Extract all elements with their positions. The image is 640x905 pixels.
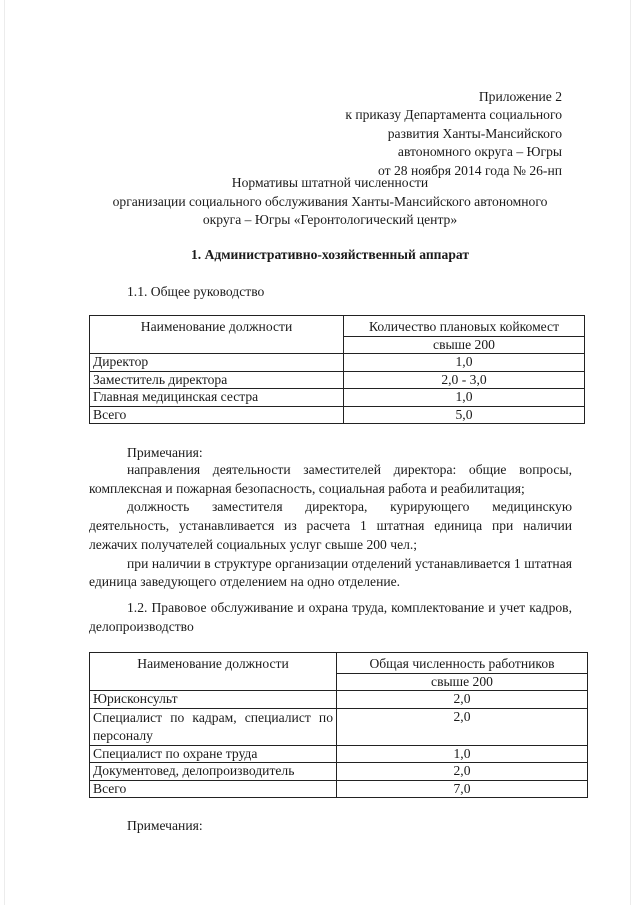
document-title: [60, 174, 600, 230]
note-paragraph: при наличии в структуре организации отделений устанавливается 1 штатная единица заведующего отделением на одно отделение.: [89, 555, 572, 590]
table-row: [90, 708, 588, 745]
notes-block: [89, 461, 572, 592]
appendix-line: от 28 ноября 2014 года № 26-нп: [378, 162, 562, 178]
position-name: Всего: [90, 780, 337, 797]
position-count: 1,0: [344, 354, 585, 371]
subsection-heading: 1.1. Общее руководство: [127, 284, 265, 299]
scan-edge-right: [630, 0, 631, 905]
col-header-position: Наименование должности: [90, 316, 344, 354]
appendix-line: к приказу Департамента социального: [345, 107, 562, 123]
subsection-heading: 1.2. Правовое обслуживание и охрана труда, комплектование и учет кадров, делопроизводство: [89, 600, 572, 634]
position-count: 2,0: [337, 763, 588, 780]
position-count: 2,0: [337, 708, 588, 745]
table-row: [90, 354, 585, 371]
position-name: Специалист по охране труда: [90, 745, 337, 762]
note-paragraph: направления деятельности заместителей директора: общие вопросы, комплексная и пожарная безопасность, социальная работа и реабилитация;: [89, 462, 572, 496]
appendix-line: автономного округа – Югры: [397, 144, 562, 160]
position-name: Всего: [90, 406, 344, 423]
appendix-block: [345, 88, 562, 180]
col-header-position: Наименование должности: [90, 653, 337, 691]
section-heading: 1. Административно-хозяйственный аппарат: [190, 247, 469, 262]
table-row: [90, 763, 588, 780]
note-paragraph: должность заместителя директора, курирующего медицинскую деятельность, устанавливается из расчета 1 штатная единица при наличии лежачих получателей социальных услуг свыше 200 чел.;: [89, 499, 572, 552]
table-row: [90, 745, 588, 762]
position-count: 7,0: [337, 780, 588, 797]
notes-title: Примечания:: [127, 445, 203, 460]
position-name: Главная медицинская сестра: [90, 389, 344, 406]
title-line: Нормативы штатной численности: [231, 175, 429, 190]
col-header-beds: Количество плановых койкомест: [344, 316, 585, 337]
col-header-staff: Общая численность работников: [337, 653, 588, 674]
position-name: Документовед, делопроизводитель: [90, 763, 337, 780]
table-row: [90, 371, 585, 388]
appendix-line: развития Ханты-Мансийского: [387, 125, 562, 141]
table-row: [90, 780, 588, 797]
col-subheader: свыше 200: [337, 674, 588, 691]
position-name: Директор: [90, 354, 344, 371]
appendix-line: Приложение 2: [478, 89, 562, 104]
position-count: 2,0: [337, 691, 588, 708]
notes-title: Примечания:: [127, 818, 203, 833]
title-line: организации социального обслуживания Ханты-Мансийского автономного: [112, 193, 548, 209]
title-line: округа – Югры «Геронтологический центр»: [202, 212, 458, 228]
scan-edge-left: [4, 0, 5, 905]
staff-table-management: [89, 315, 585, 424]
table-row: [90, 691, 588, 708]
position-count: 1,0: [337, 745, 588, 762]
table-row: [90, 406, 585, 423]
position-count: 2,0 - 3,0: [344, 371, 585, 388]
col-subheader: свыше 200: [344, 337, 585, 354]
staff-table-hr: [89, 652, 588, 798]
position-count: 1,0: [344, 389, 585, 406]
position-name: Заместитель директора: [90, 371, 344, 388]
position-count: 5,0: [344, 406, 585, 423]
table-row: [90, 389, 585, 406]
position-name: Юрисконсульт: [90, 691, 337, 708]
position-name: Специалист по кадрам, специалист по персоналу: [90, 708, 337, 745]
